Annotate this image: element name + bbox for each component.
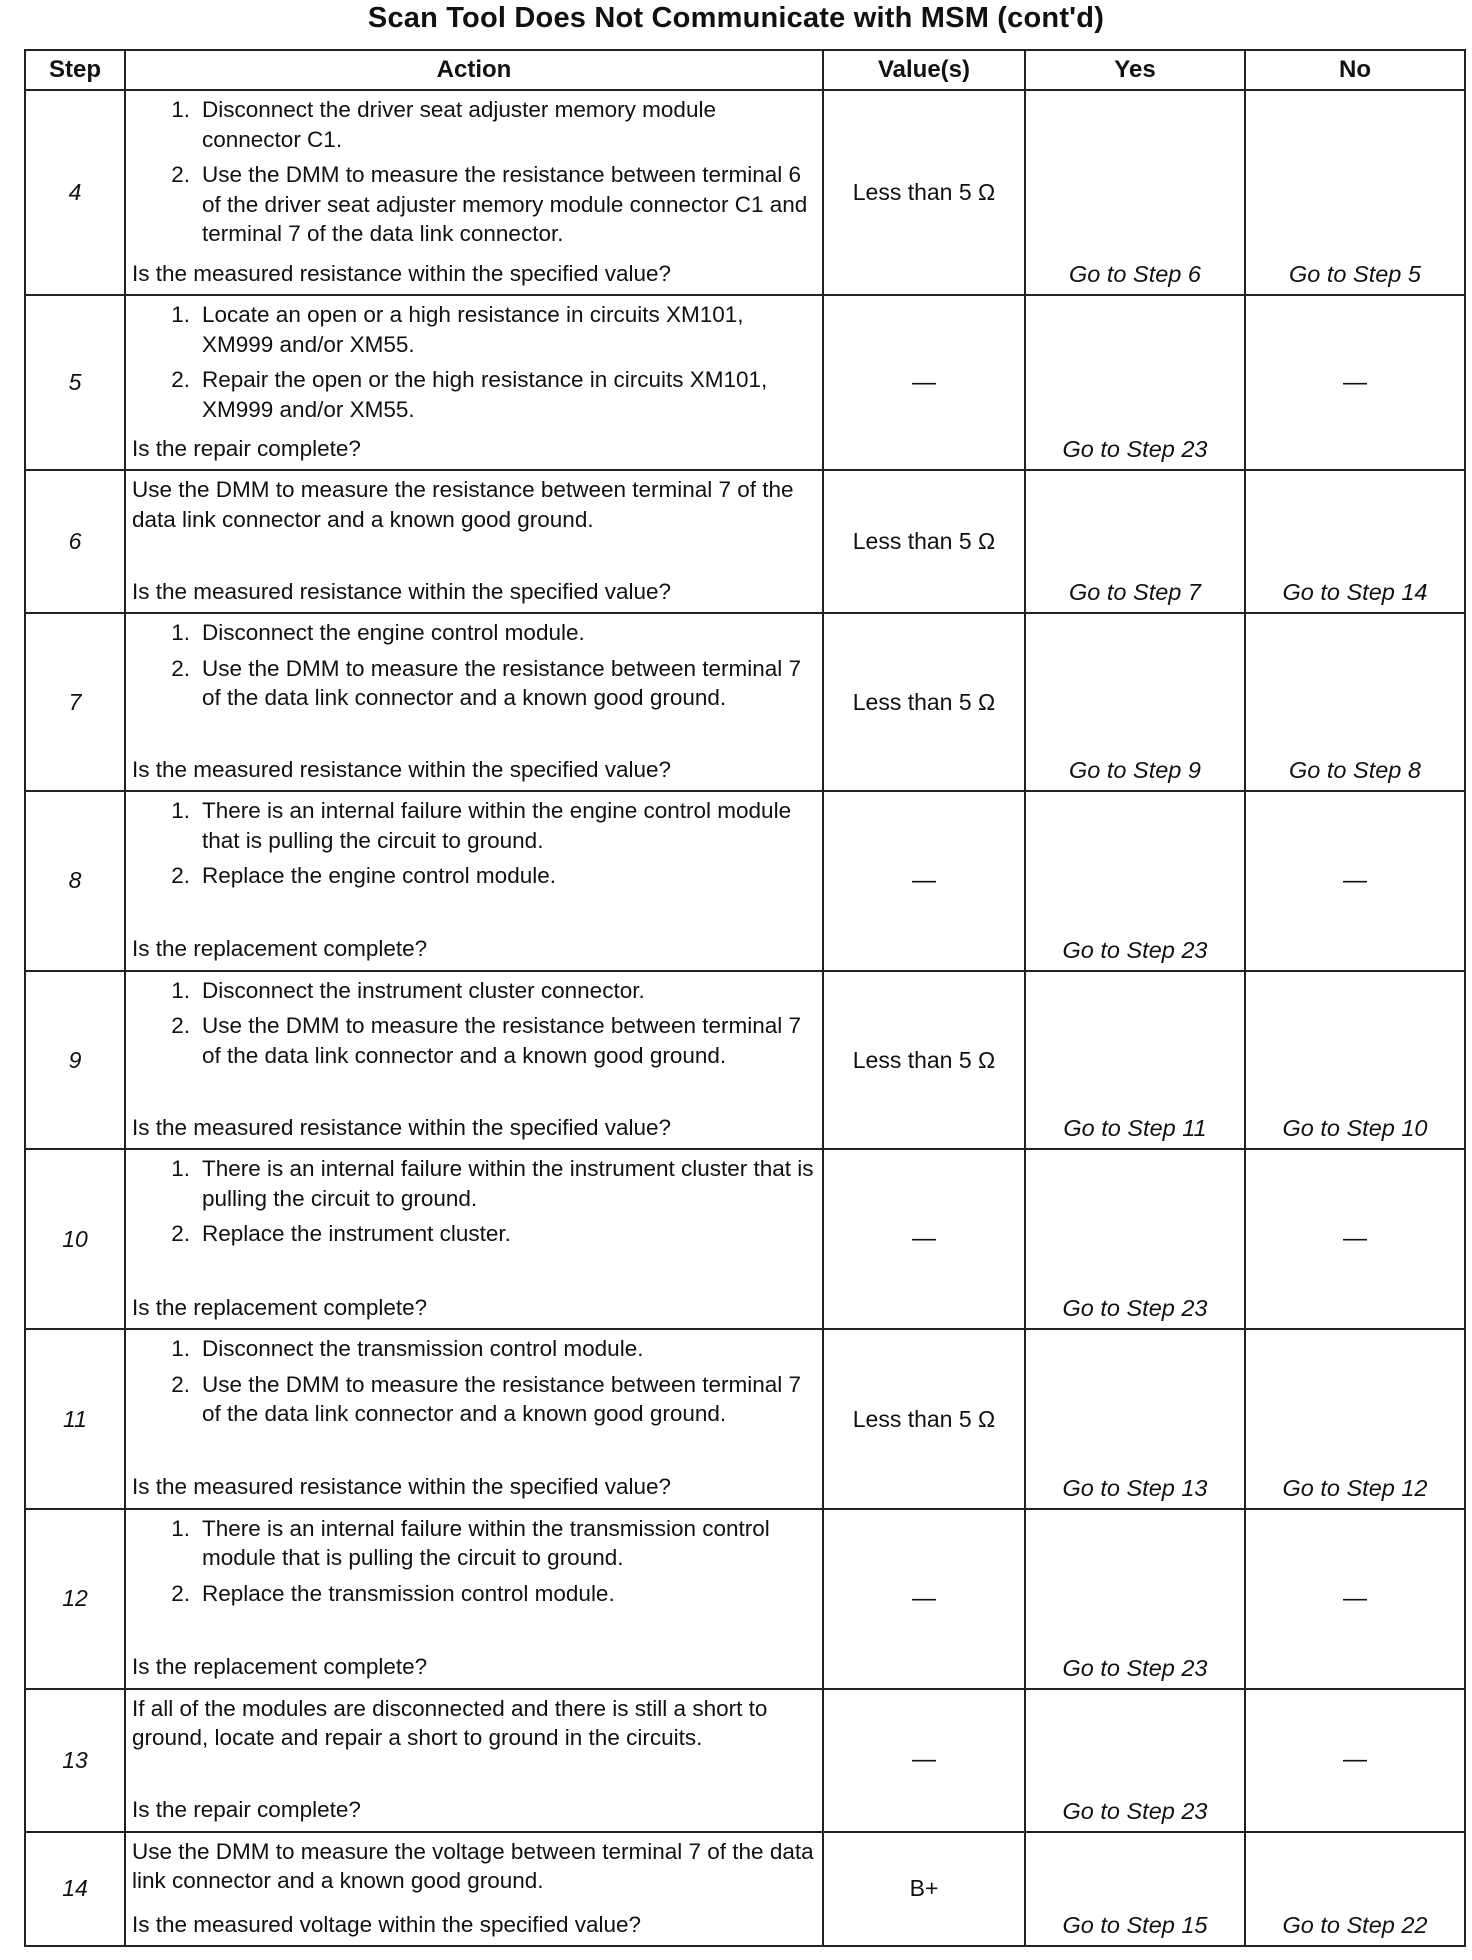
action-cell xyxy=(125,1509,823,1689)
value-cell: Less than 5 Ω xyxy=(823,90,1025,295)
yes-cell: Go to Step 23 xyxy=(1025,1689,1245,1832)
table-row xyxy=(25,613,1465,791)
table-row xyxy=(25,971,1465,1150)
no-cell: — xyxy=(1245,295,1465,470)
question-text: Is the repair complete? xyxy=(132,1797,361,1823)
header-row xyxy=(25,50,1465,90)
no-cell: — xyxy=(1245,1149,1465,1329)
value-cell: Less than 5 Ω xyxy=(823,613,1025,791)
question-text: Is the measured resistance within the specified value? xyxy=(132,578,672,604)
yes-cell: Go to Step 15 xyxy=(1025,1832,1245,1946)
list-item: 2. Use the DMM to measure the resistance between terminal 7 of the data link connector and a known good ground. xyxy=(171,1013,802,1068)
table-row xyxy=(25,90,1465,295)
value-cell: Less than 5 Ω xyxy=(823,1329,1025,1509)
header-step: Step xyxy=(25,50,125,90)
question-text: Is the replacement complete? xyxy=(132,936,428,962)
list-item: 2. Use the DMM to measure the resistance between terminal 7 of the data link connector and a known good ground. xyxy=(171,655,802,711)
header-no: No xyxy=(1245,50,1465,90)
step-number: 8 xyxy=(25,791,125,971)
action-cell xyxy=(125,613,823,791)
table-row xyxy=(25,1689,1465,1832)
header-yes: Yes xyxy=(1025,50,1245,90)
no-cell: — xyxy=(1245,1689,1465,1832)
action-cell xyxy=(125,791,823,971)
action-cell xyxy=(125,90,823,295)
list-item: 2. Use the DMM to measure the resistance between terminal 6 of the driver seat adjuster memory module connector C1 and terminal 7 of the data link connector. xyxy=(171,162,808,246)
table-row xyxy=(25,295,1465,470)
no-cell: Go to Step 5 xyxy=(1245,90,1465,295)
table-row xyxy=(25,1832,1465,1946)
question-text: Is the measured resistance within the specified value? xyxy=(132,1114,672,1140)
question-text: Is the measured resistance within the specified value? xyxy=(132,756,672,782)
list-item: 2. Use the DMM to measure the resistance between terminal 7 of the data link connector and a known good ground. xyxy=(171,1371,802,1427)
yes-cell: Go to Step 6 xyxy=(1025,90,1245,295)
no-cell: Go to Step 22 xyxy=(1245,1832,1465,1946)
no-cell: Go to Step 10 xyxy=(1245,971,1465,1150)
table-row xyxy=(25,1329,1465,1509)
step-number: 12 xyxy=(25,1509,125,1689)
list-item: 2. Replace the instrument cluster. xyxy=(171,1221,511,1247)
list-item: 1. Disconnect the instrument cluster connector. xyxy=(171,977,645,1003)
list-item: 1. Disconnect the engine control module. xyxy=(171,620,585,646)
value-cell: — xyxy=(823,1149,1025,1329)
question-text: Is the measured voltage within the specified value? xyxy=(132,1911,642,1937)
no-cell: Go to Step 8 xyxy=(1245,613,1465,791)
list-item: 2. Replace the transmission control module. xyxy=(171,1580,615,1606)
step-number: 4 xyxy=(25,90,125,295)
step-number: 14 xyxy=(25,1832,125,1946)
action-cell xyxy=(125,1689,823,1832)
question-text: Is the measured resistance within the specified value? xyxy=(132,1474,672,1500)
action-text: Use the DMM to measure the voltage between terminal 7 of the data link connector and a known good ground. xyxy=(132,1838,814,1894)
header-values: Value(s) xyxy=(823,50,1025,90)
action-cell xyxy=(125,470,823,613)
action-cell xyxy=(125,1149,823,1329)
yes-cell: Go to Step 23 xyxy=(1025,1149,1245,1329)
table-row xyxy=(25,470,1465,613)
yes-cell: Go to Step 13 xyxy=(1025,1329,1245,1509)
list-item: 1. Disconnect the driver seat adjuster memory module connector C1. xyxy=(171,97,716,152)
list-item: 1. Locate an open or a high resistance in circuits XM101, XM999 and/or XM55. xyxy=(171,302,744,357)
list-item: 2. Replace the engine control module. xyxy=(171,863,556,888)
question-text: Is the replacement complete? xyxy=(132,1654,428,1680)
diagnostic-table xyxy=(24,49,1466,1947)
table-row xyxy=(25,1509,1465,1689)
list-item: 2. Repair the open or the high resistance in circuits XM101, XM999 and/or XM55. xyxy=(171,367,768,422)
action-text: Use the DMM to measure the resistance between terminal 7 of the data link connector and a known good ground. xyxy=(132,477,794,532)
yes-cell: Go to Step 7 xyxy=(1025,470,1245,613)
list-item: 1. There is an internal failure within the instrument cluster that is pulling the circuit to ground. xyxy=(171,1156,814,1211)
list-item: 1. There is an internal failure within the transmission control module that is pulling the circuit to ground. xyxy=(171,1515,770,1571)
value-cell: — xyxy=(823,295,1025,470)
no-cell: — xyxy=(1245,791,1465,971)
question-text: Is the replacement complete? xyxy=(132,1294,428,1320)
table-row xyxy=(25,791,1465,971)
step-number: 6 xyxy=(25,470,125,613)
no-cell: Go to Step 12 xyxy=(1245,1329,1465,1509)
yes-cell: Go to Step 23 xyxy=(1025,1509,1245,1689)
step-number: 13 xyxy=(25,1689,125,1832)
value-cell: Less than 5 Ω xyxy=(823,971,1025,1150)
yes-cell: Go to Step 23 xyxy=(1025,295,1245,470)
yes-cell: Go to Step 11 xyxy=(1025,971,1245,1150)
value-cell: — xyxy=(823,1689,1025,1832)
no-cell: — xyxy=(1245,1509,1465,1689)
no-cell: Go to Step 14 xyxy=(1245,470,1465,613)
page-title: Scan Tool Does Not Communicate with MSM (cont'd) xyxy=(367,2,1105,34)
step-number: 5 xyxy=(25,295,125,470)
action-cell xyxy=(125,1329,823,1509)
step-number: 7 xyxy=(25,613,125,791)
action-cell xyxy=(125,971,823,1150)
action-cell xyxy=(125,1832,823,1946)
list-item: 1. Disconnect the transmission control module. xyxy=(171,1336,644,1362)
question-text: Is the measured resistance within the specified value? xyxy=(132,260,672,286)
list-item: 1. There is an internal failure within the engine control module that is pulling the circuit to ground. xyxy=(171,798,792,853)
table-row xyxy=(25,1149,1465,1329)
action-cell xyxy=(125,295,823,470)
value-cell: Less than 5 Ω xyxy=(823,470,1025,613)
step-number: 10 xyxy=(25,1149,125,1329)
step-number: 11 xyxy=(25,1329,125,1509)
step-number: 9 xyxy=(25,971,125,1150)
yes-cell: Go to Step 23 xyxy=(1025,791,1245,971)
header-action: Action xyxy=(125,50,823,90)
value-cell: — xyxy=(823,1509,1025,1689)
action-text: If all of the modules are disconnected and there is still a short to ground, locate and repair a short to ground in the circuits. xyxy=(132,1695,768,1751)
value-cell: B+ xyxy=(823,1832,1025,1946)
yes-cell: Go to Step 9 xyxy=(1025,613,1245,791)
question-text: Is the repair complete? xyxy=(132,435,361,461)
value-cell: — xyxy=(823,791,1025,971)
